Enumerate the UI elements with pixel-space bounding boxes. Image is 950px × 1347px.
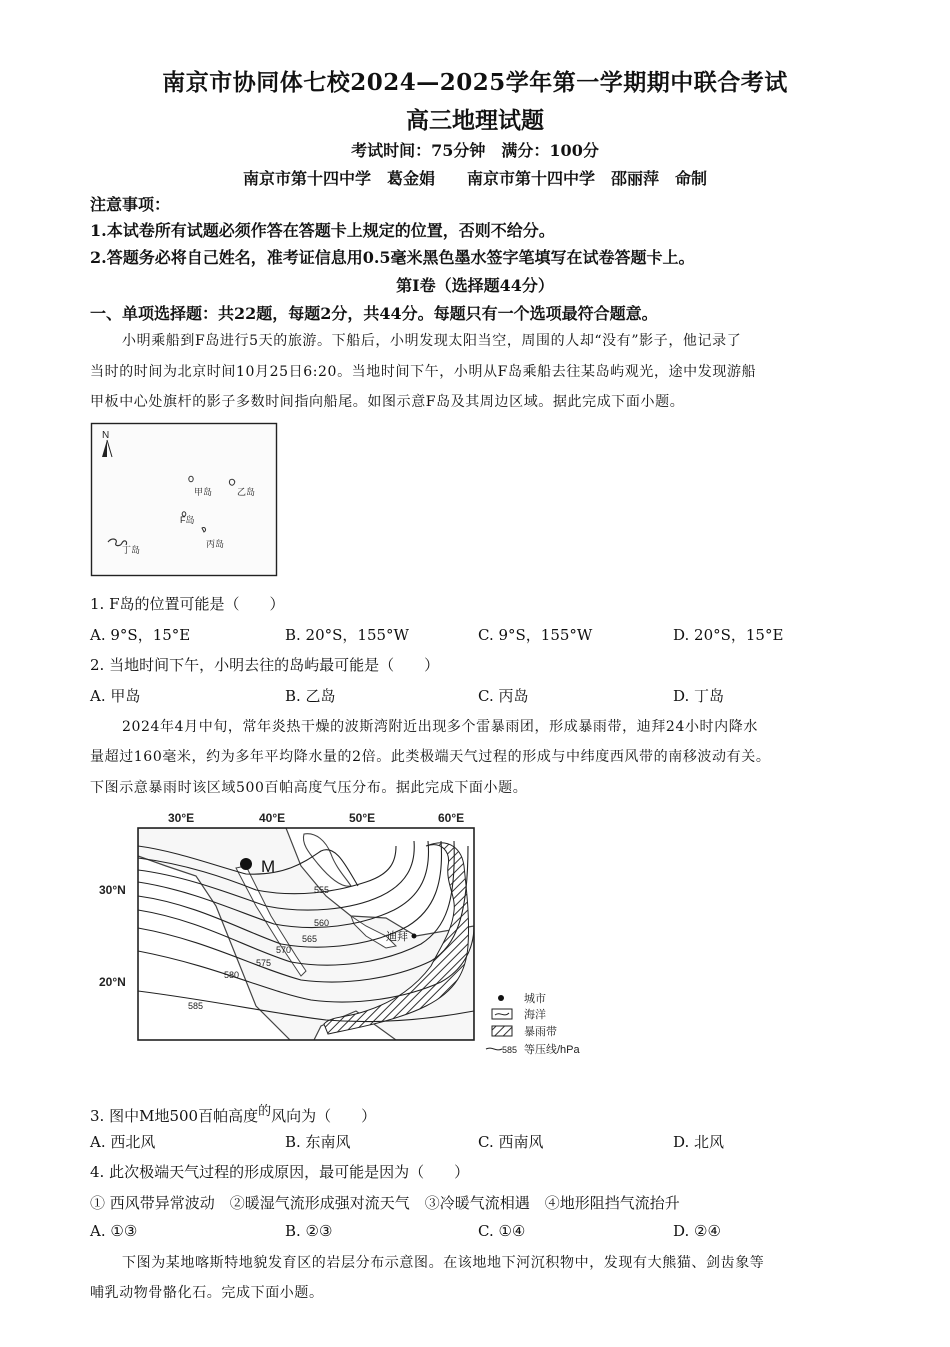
passage3-line1: 下图为某地喀斯特地貌发育区的岩层分布示意图。在该地地下河沉积物中，发现有大熊猫、剑齿象等 (122, 1255, 765, 1271)
q3-stem-sup: 的 (258, 1104, 272, 1119)
isobar-label-555: 555 (314, 885, 330, 895)
lon-label-50e: 50°E (349, 811, 376, 825)
legend-city-label: 城市 (524, 993, 546, 1005)
q4-option-d[interactable]: D. ②④ (673, 1222, 721, 1240)
point-m-marker (240, 858, 252, 870)
passage2-line3: 下图示意暴雨时该区域500百帕高度气压分布。据此完成下面小题。 (90, 780, 528, 796)
legend-rain-belt-label: 暴雨带 (524, 1026, 557, 1038)
q1-option-c[interactable]: C. 9°S，155°W (478, 626, 593, 644)
pressure-map (96, 806, 596, 1068)
legend-isobar-label: 等压线/hPa (524, 1044, 580, 1056)
passage1-line3: 甲板中心处旗杆的影子多数时间指向船尾。如图示意F岛及其周边区域。据此完成下面小题。 (90, 394, 685, 410)
passage1-line1: 小明乘船到F岛进行5天的旅游。下船后，小明发现太阳当空，周围的人却“没有”影子，他记录了 (122, 333, 742, 349)
isobar-label-580: 580 (224, 970, 240, 980)
island-bing-label: 丙岛 (206, 539, 225, 549)
legend-city-icon (498, 995, 504, 1001)
point-m-label: M (261, 857, 276, 876)
notice-item-2: 2.答题务必将自己姓名，准考证信息用0.5毫米黑色墨水签字笔填写在试卷答题卡上。 (90, 248, 695, 267)
q1-stem: 1. F岛的位置可能是（ ） (90, 595, 285, 613)
q4-option-c[interactable]: C. ①④ (478, 1222, 526, 1240)
lon-label-60e: 60°E (438, 811, 465, 825)
q4-option-a[interactable]: A. ①③ (90, 1222, 138, 1240)
lat-label-30n: 30°N (99, 883, 126, 897)
q1-option-b[interactable]: B. 20°S，155°W (285, 626, 409, 644)
city-dubai-label: 迪拜 (386, 931, 408, 943)
q2-option-c[interactable]: C. 丙岛 (478, 687, 529, 705)
q4-option-b[interactable]: B. ②③ (285, 1222, 333, 1240)
q3-option-d[interactable]: D. 北风 (673, 1133, 725, 1151)
legend-ocean-label: 海洋 (524, 1009, 546, 1021)
notice-item-1: 1.本试卷所有试题必须作答在答题卡上规定的位置，否则不给分。 (90, 221, 555, 240)
q2-option-d[interactable]: D. 丁岛 (673, 687, 725, 705)
lat-label-20n: 20°N (99, 975, 126, 989)
q1-option-d[interactable]: D. 20°S，15°E (673, 626, 784, 644)
isobar-label-585: 585 (188, 1001, 204, 1011)
q1-option-a[interactable]: A. 9°S，15°E (90, 626, 191, 644)
exam-authors: 南京市第十四中学 葛金娟 南京市第十四中学 邵丽萍 命制 (242, 169, 707, 188)
notice-heading: 注意事项： (90, 195, 171, 214)
island-ding-label: 丁岛 (122, 545, 141, 555)
city-dubai-marker (412, 934, 417, 939)
island-jia-label: 甲岛 (194, 487, 213, 497)
north-label: N (102, 430, 110, 441)
q3-stem (90, 1100, 376, 1126)
isobar-label-560: 560 (314, 918, 330, 928)
legend-isobar-icon (486, 1048, 502, 1050)
q4-stem: 4. 此次极端天气过程的形成原因，最可能是因为（ ） (90, 1163, 470, 1181)
q2-stem: 2. 当地时间下午，小明去往的岛屿最可能是（ ） (90, 656, 440, 674)
part-title: 一、单项选择题：共22题，每题2分，共44分。每题只有一个选项最符合题意。 (90, 304, 658, 323)
q3-option-a[interactable]: A. 西北风 (90, 1133, 156, 1151)
exam-subtitle: 高三地理试题 (406, 107, 544, 134)
lon-label-40e: 40°E (259, 811, 286, 825)
q3-option-c[interactable]: C. 西南风 (478, 1133, 544, 1151)
isobar-label-570: 570 (276, 945, 292, 955)
q4-items: ① 西风带异常波动 ②暖湿气流形成强对流天气 ③冷暖气流相遇 ④地形阻挡气流抬升 (90, 1194, 680, 1212)
legend-rain-belt-icon (492, 1026, 512, 1036)
isobar-label-565: 565 (302, 934, 318, 944)
q3-stem-part1: 3. 图中M地500百帕高度 (90, 1107, 259, 1125)
exam-title: 南京市协同体七校2024—2025学年第一学期期中联合考试 (162, 69, 788, 96)
island-map (90, 422, 278, 577)
q3-option-b[interactable]: B. 东南风 (285, 1133, 351, 1151)
lon-label-30e: 30°E (168, 811, 195, 825)
q2-option-b[interactable]: B. 乙岛 (285, 687, 336, 705)
passage2-line1: 2024年4月中旬，常年炎热干燥的波斯湾附近出现多个雷暴雨团，形成暴雨带，迪拜24小时内降水 (122, 719, 758, 735)
passage3-line2: 哺乳动物骨骼化石。完成下面小题。 (90, 1285, 324, 1301)
passage1-line2: 当时的时间为北京时间10月25日6:20。当地时间下午，小明从F岛乘船去往某岛屿观光，途中发现游船 (90, 364, 757, 380)
island-yi-label: 乙岛 (237, 487, 256, 497)
island-f-label: F岛 (180, 515, 195, 525)
exam-info: 考试时间：75分钟 满分：100分 (351, 141, 599, 160)
passage2-line2: 量超过160毫米，约为多年平均降水量的2倍。此类极端天气过程的形成与中纬度西风带的南移波动有关。 (90, 749, 771, 765)
legend-isobar-sample: 585 (502, 1045, 518, 1055)
q3-stem-part2: 风向为（ ） (271, 1107, 377, 1125)
volume-title: 第Ⅰ卷（选择题44分） (396, 276, 554, 295)
isobar-label-575: 575 (256, 958, 272, 968)
q2-option-a[interactable]: A. 甲岛 (90, 687, 141, 705)
